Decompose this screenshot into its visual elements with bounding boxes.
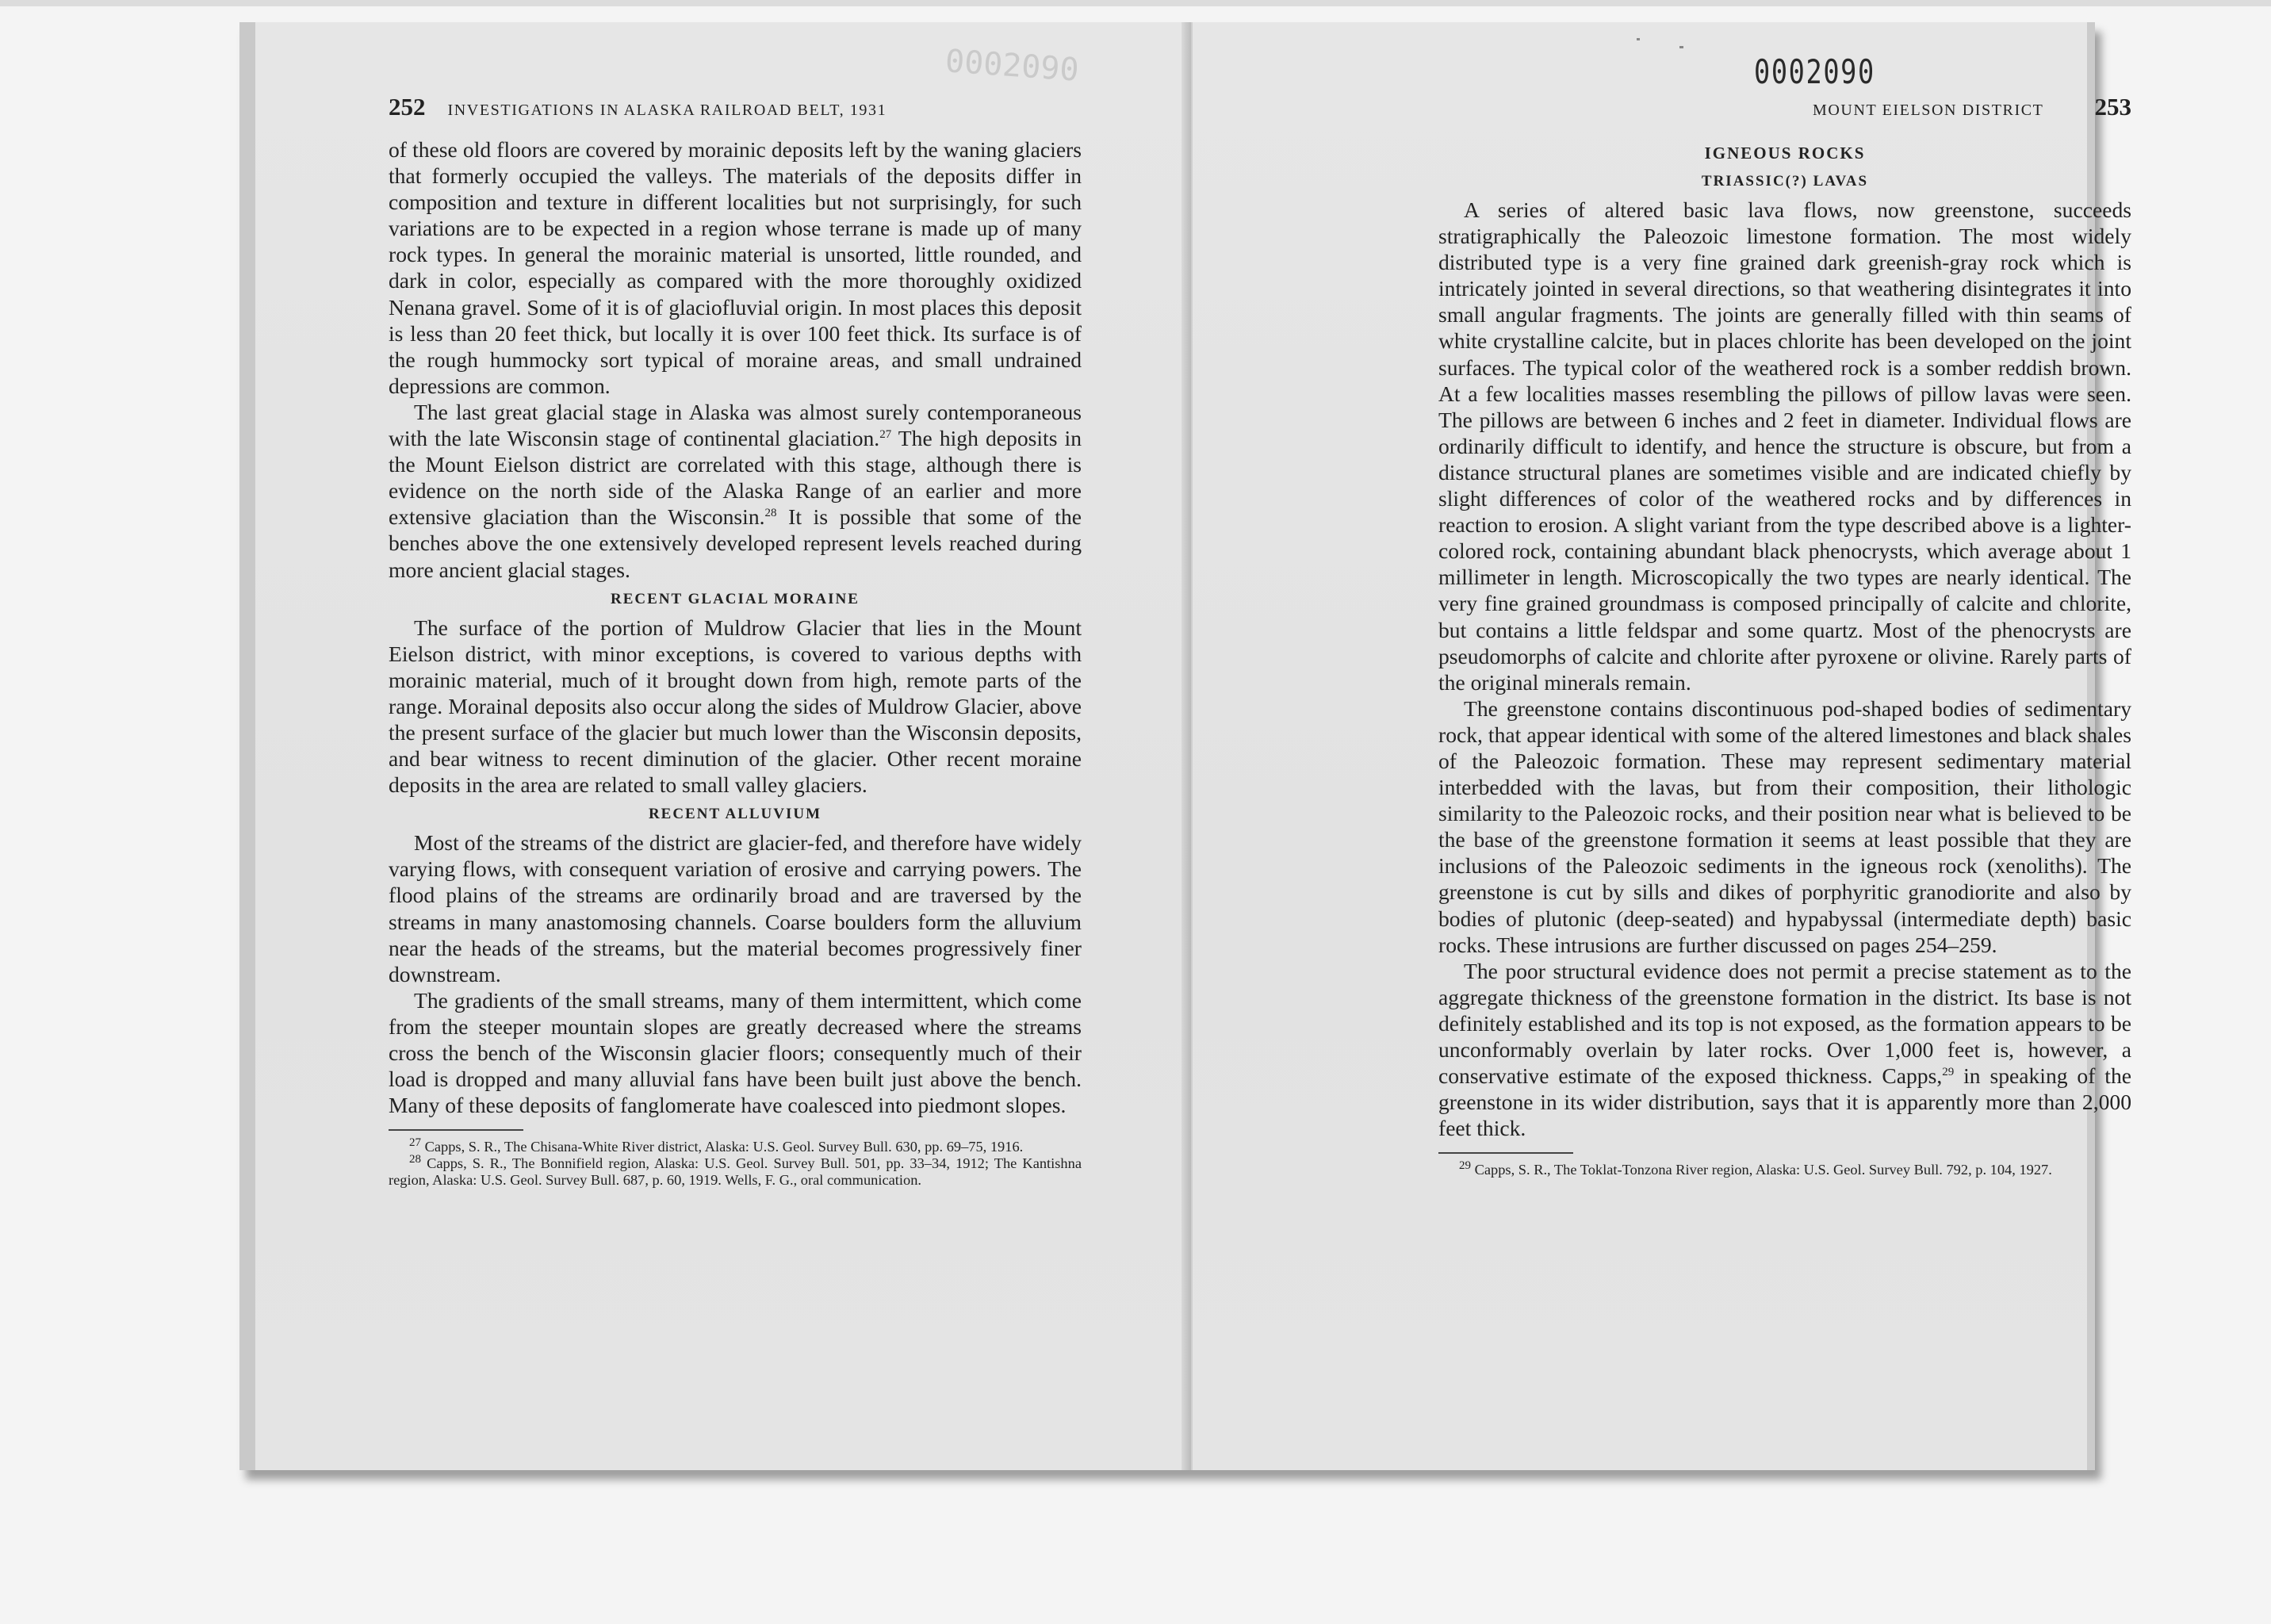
open-book [239,22,2131,1470]
footnote-text: Capps, S. R., The Toklat-Tonzona River region, Alaska: U.S. Geol. Survey Bull. 792, p. 104, 1927. [1471,1162,2052,1178]
paragraph [1438,958,2131,1142]
paragraph: The surface of the portion of Muldrow Glacier that lies in the Mount Eielson district, with minor exceptions, is covered to various depths with morainic material, much of it brought down from high, remote parts of the range. Morainal deposits also occur along the sides of Muldrow Glacier, above the present surface of the glacier but much lower than the Wisconsin deposits, and bear witness to recent diminution of the glacier. Other recent moraine deposits in the area are related to small valley glaciers. [389,615,1082,798]
right-page [1191,22,2131,1470]
footnote-rule [389,1129,523,1131]
scan-speck [1679,46,1683,48]
left-page-content [389,94,1082,1189]
scan-speck [1637,38,1640,40]
footnote-rule [1438,1152,1573,1154]
running-title: MOUNT EIELSON DISTRICT [1813,102,2044,119]
footnote-ref[interactable]: 29 [1942,1065,1955,1078]
right-running-head [1438,94,2131,136]
right-page-content [1438,94,2131,1178]
paragraph-text: It is possible that some of the benches above the one extensively developed represent levels reached during more ancient glacial stages. [389,504,1082,582]
subsection-heading: TRIASSIC(?) LAVAS [1701,173,1869,190]
paragraph: of these old floors are covered by morainic deposits left by the waning glaciers that formerly occupied the valleys. The materials of the deposits differ in composition and texture in different localities but not surprisingly, for such variations are to be expected in a region whose terrane is made up of many rock types. In general the morainic material is unsorted, little rounded, and dark in color, especially as compared with the more thoroughly oxidized Nenana gravel. Some of it is of glaciofluvial origin. In most places this deposit is less than 20 feet thick, but locally it is over 100 feet thick. Its surface is of the rough hummocky sort typical of moraine areas, and small undrained depressions are common. [389,137,1082,398]
footnote [389,1155,1082,1189]
footnote-mark: 27 [409,1136,421,1150]
paragraph [389,399,1082,583]
footnote [389,1136,1082,1155]
footnote-mark: 29 [1459,1159,1471,1173]
footnote-text: Capps, S. R., The Bonnifield region, Alaska: U.S. Geol. Survey Bull. 501, pp. 33–34, 1912; The Kantishna region, Alaska: U.S. Geol. Survey Bull. 687, p. 60, 1919. Wells, F. G., oral communication. [389,1155,1082,1189]
paragraph: The gradients of the small streams, many of them intermittent, which come from the steeper mountain slopes are greatly decreased where the streams cross the bench of the Wisconsin glacier floors; consequently much of their load is dropped and many alluvial fans have been built just above the bench. Many of these deposits of fanglomerate have coalesced into piedmont slopes. [389,987,1082,1118]
left-page [239,22,1191,1470]
page-number: 253 [2094,93,2131,121]
faint-stamp-bleedthrough: 0002090 [944,43,1080,89]
paragraph-text: The high deposits in the Mount Eielson district are correlated with this stage, although there is evidence on the north side of the Alaska Range of an earlier and more extensive glaciation than the Wisconsin. [389,426,1082,530]
footnote-ref[interactable]: 28 [764,507,777,520]
page-number: 252 [389,93,426,121]
section-heading: RECENT ALLUVIUM [648,806,822,823]
left-running-head [389,94,1082,136]
paragraph: The greenstone contains discontinuous pod-shaped bodies of sedimentary rock, that appear identical with some of the altered limestones and black shales of the Paleozoic formation. These may represent sedimentary material interbedded with the lavas, but from their composition, their lithologic similarity to the Paleozoic rocks, and their position near what is believed to be the base of the greenstone formation it seems at least possible that they are inclusions of the Paleozoic sediments in the igneous rock (xenoliths). The greenstone is cut by sills and dikes of porphyritic granodiorite and also by bodies of plutonic (deep-seated) and hypabyssal (intermediate depth) basic rocks. These intrusions are further discussed on pages 254–259. [1438,695,2131,957]
footnote-ref[interactable]: 27 [879,427,892,441]
paragraph: A series of altered basic lava flows, now greenstone, succeeds stratigraphically the Paleozoic limestone formation. The most widely distributed type is a very fine grained dark greenish-gray rock which is intricately jointed in several directions, so that weathering disintegrates it into small angular fragments. The joints are generally filled with thin seams of white crystalline calcite, but in places chlorite has been developed on the joint surfaces. The typical color of the weathered rock is a somber reddish brown. At a few localities masses resembling the pillows of pillow lavas were seen. The pillows are between 6 inches and 2 feet in diameter. Individual flows are ordinarily difficult to identify, and hence the structure is obscure, but from a distance structural planes are sometimes visible and are indicated chiefly by slight differences of color of the weathered rocks and by differences in reaction to erosion. A slight variant from the type described above is a lighter-colored rock, containing abundant black phenocrysts, which average about 1 millimeter in length. Microscopically the two types are nearly identical. The very fine grained groundmass is composed principally of calcite and chlorite, but contains a little feldspar and some quartz. Most of the phenocrysts are pseudomorphs of calcite and chlorite after pyroxene or olivine. Rarely parts of the original minerals remain. [1438,197,2131,695]
section-heading: IGNEOUS ROCKS [1704,144,1866,163]
scanner-edge [0,0,2271,6]
footnote-text: Capps, S. R., The Chisana-White River district, Alaska: U.S. Geol. Survey Bull. 630, pp. 69–75, 1916. [421,1139,1024,1155]
footnote [1438,1159,2131,1178]
document-id-stamp: 0002090 [1754,52,1875,91]
paragraph-text: The last great glacial stage in Alaska was almost surely contemporaneous with the late Wisconsin stage of continental glaciation. [389,399,1082,451]
running-title: INVESTIGATIONS IN ALASKA RAILROAD BELT, 1931 [447,102,887,119]
paragraph-text: in speaking of the greenstone in its wider distribution, says that it is apparently more than 2,000 feet thick. [1438,1063,2131,1141]
paragraph: Most of the streams of the district are glacier-fed, and therefore have widely varying flows, with consequent variation of erosive and carrying powers. The flood plains of the streams are ordinarily broad and are traversed by the streams in many anastomosing channels. Coarse boulders form the alluvium near the heads of the streams, but the material becomes progressively finer downstream. [389,830,1082,986]
section-heading: RECENT GLACIAL MORAINE [611,590,860,607]
footnote-mark: 28 [409,1153,421,1166]
paragraph-text: The poor structural evidence does not permit a precise statement as to the aggregate thickness of the greenstone formation in the district. Its base is not definitely established and its top is not exposed, as the formation appears to be unconformably overlain by later rocks. Over 1,000 feet is, however, a conservative estimate of the exposed thickness. Capps, [1438,958,2131,1089]
